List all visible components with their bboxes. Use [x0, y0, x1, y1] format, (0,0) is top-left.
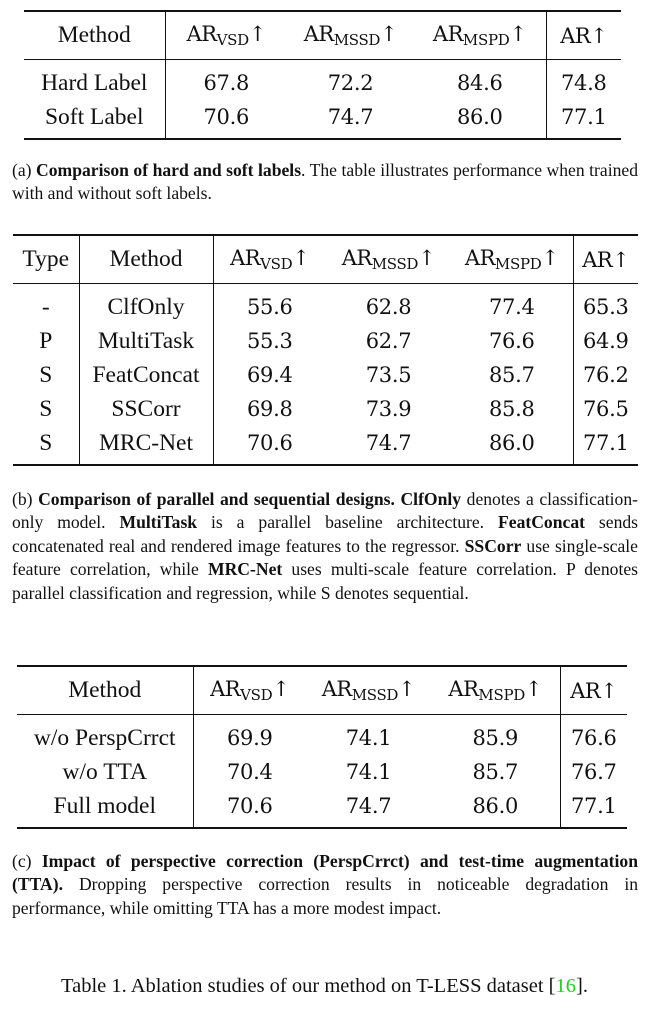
cell-mspd: 76.6: [451, 324, 573, 358]
header-ar: AR↑: [573, 236, 638, 284]
cell-mspd: 86.0: [414, 100, 546, 138]
header-ar-vsd: $AR_{VSD}↑$: [193, 667, 306, 715]
cell-vsd: 69.9: [226, 726, 273, 750]
cell-mspd: 84.6: [414, 60, 546, 101]
header-method: Method: [17, 667, 193, 715]
header-ar: AR↑: [560, 667, 627, 715]
table-b: [13, 234, 638, 466]
cell-mssd: 74.1: [345, 760, 392, 784]
table-row: [13, 284, 638, 325]
header-ar-mspd: $AR_{MSPD}↑$: [414, 12, 546, 60]
cell-method: Full model: [17, 789, 193, 827]
cell-mspd: 85.9: [431, 715, 560, 756]
table-row: [13, 392, 638, 426]
table-row: [24, 60, 621, 101]
cell-type: -: [13, 284, 79, 325]
header-ar-vsd: $AR_{VSD}↑$: [213, 236, 326, 284]
cell-mspd: 85.7: [451, 358, 573, 392]
cell-type: S: [13, 426, 79, 464]
cell-ar: 76.5: [582, 397, 629, 421]
cell-vsd: 70.6: [203, 105, 250, 129]
cell-type: S: [13, 358, 79, 392]
cell-method: ClfOnly: [79, 284, 213, 325]
cell-ar: 64.9: [582, 329, 629, 353]
table-caption: Table 1. Ablation studies of our method on T-LESS dataset [16].: [61, 975, 588, 997]
cell-mssd: 62.8: [365, 295, 412, 319]
table-row: [24, 100, 621, 138]
table-a: [24, 10, 621, 140]
cell-ar: 76.7: [570, 760, 617, 784]
cell-method: SSCorr: [79, 392, 213, 426]
table-row: [13, 324, 638, 358]
cell-mssd: 72.2: [327, 71, 374, 95]
table-header-row: [13, 236, 638, 284]
table-row: [17, 715, 627, 756]
cell-mssd: 62.7: [365, 329, 412, 353]
cell-mssd: 74.7: [345, 794, 392, 818]
cell-vsd: 67.8: [203, 71, 250, 95]
caption-b: (b) Comparison of parallel and sequential designs. ClfOnly denotes a classification-only model. MultiTask is a parallel baseline architecture. FeatConcat sends concatenated real and rendered image features to the regressor. SSCorr use single-scale feature correlation, while MRC-Net uses multi-scale feature correlation. P denotes parallel classification and regression, while S denotes sequential.: [12, 489, 639, 603]
cell-vsd: 55.6: [246, 295, 293, 319]
cell-mspd: 85.8: [451, 392, 573, 426]
cell-ar: 77.1: [570, 794, 617, 818]
cell-method: Soft Label: [24, 100, 165, 138]
cell-method: MRC-Net: [79, 426, 213, 464]
cell-ar: 77.1: [560, 105, 607, 129]
cell-mssd: 74.1: [345, 726, 392, 750]
table-c: [17, 665, 627, 829]
table-row: [17, 755, 627, 789]
cell-method: MultiTask: [79, 324, 213, 358]
cell-ar: 76.2: [582, 363, 629, 387]
cell-mssd: 73.5: [365, 363, 412, 387]
cell-mssd: 74.7: [327, 105, 374, 129]
cell-mspd: 85.7: [431, 755, 560, 789]
citation-link[interactable]: 16: [555, 975, 577, 997]
header-method: Method: [79, 236, 213, 284]
cell-method: w/o PerspCrrct: [17, 715, 193, 756]
table-row: [17, 789, 627, 827]
cell-ar: 77.1: [582, 431, 629, 455]
cell-ar: 76.6: [570, 726, 617, 750]
cell-mspd: 86.0: [431, 789, 560, 827]
cell-vsd: 69.8: [246, 397, 293, 421]
cell-vsd: 70.6: [246, 431, 293, 455]
cell-method: w/o TTA: [17, 755, 193, 789]
table-row: [13, 358, 638, 392]
cell-mspd: 86.0: [451, 426, 573, 464]
cell-type: S: [13, 392, 79, 426]
header-ar-mssd: $AR_{MSSD}↑$: [326, 236, 451, 284]
header-type: Type: [13, 236, 79, 284]
cell-vsd: 70.4: [226, 760, 273, 784]
header-ar-mspd: $AR_{MSPD}↑$: [451, 236, 573, 284]
cell-mssd: 73.9: [365, 397, 412, 421]
caption-a: (a) Comparison of hard and soft labels. The table illustrates performance when trained with and without soft labels.: [12, 160, 638, 204]
cell-vsd: 70.6: [226, 794, 273, 818]
cell-method: Hard Label: [24, 60, 165, 101]
table-header-row: [17, 667, 627, 715]
header-ar: AR↑: [546, 12, 621, 60]
header-ar-mssd: $AR_{MSSD}↑$: [287, 12, 414, 60]
cell-vsd: 69.4: [246, 363, 293, 387]
header-ar-vsd: $AR_{VSD}↑$: [165, 12, 287, 60]
table-header-row: [24, 12, 621, 60]
cell-method: FeatConcat: [79, 358, 213, 392]
cell-type: P: [13, 324, 79, 358]
cell-mssd: 74.7: [365, 431, 412, 455]
cell-ar: 74.8: [560, 71, 607, 95]
header-ar-mspd: $AR_{MSPD}↑$: [431, 667, 560, 715]
cell-vsd: 55.3: [246, 329, 293, 353]
caption-a-bold: Comparison of hard and soft labels: [36, 160, 302, 180]
cell-ar: 65.3: [582, 295, 629, 319]
caption-c: (c) Impact of perspective correction (PerspCrrct) and test-time augmentation (TTA). Dropping perspective correction results in noticeable degradation in performance, while omitting TTA has a more modest impact.: [12, 851, 638, 918]
header-method: Method: [24, 12, 165, 60]
header-ar-mssd: $AR_{MSSD}↑$: [306, 667, 431, 715]
cell-mspd: 77.4: [451, 284, 573, 325]
table-row: [13, 426, 638, 464]
